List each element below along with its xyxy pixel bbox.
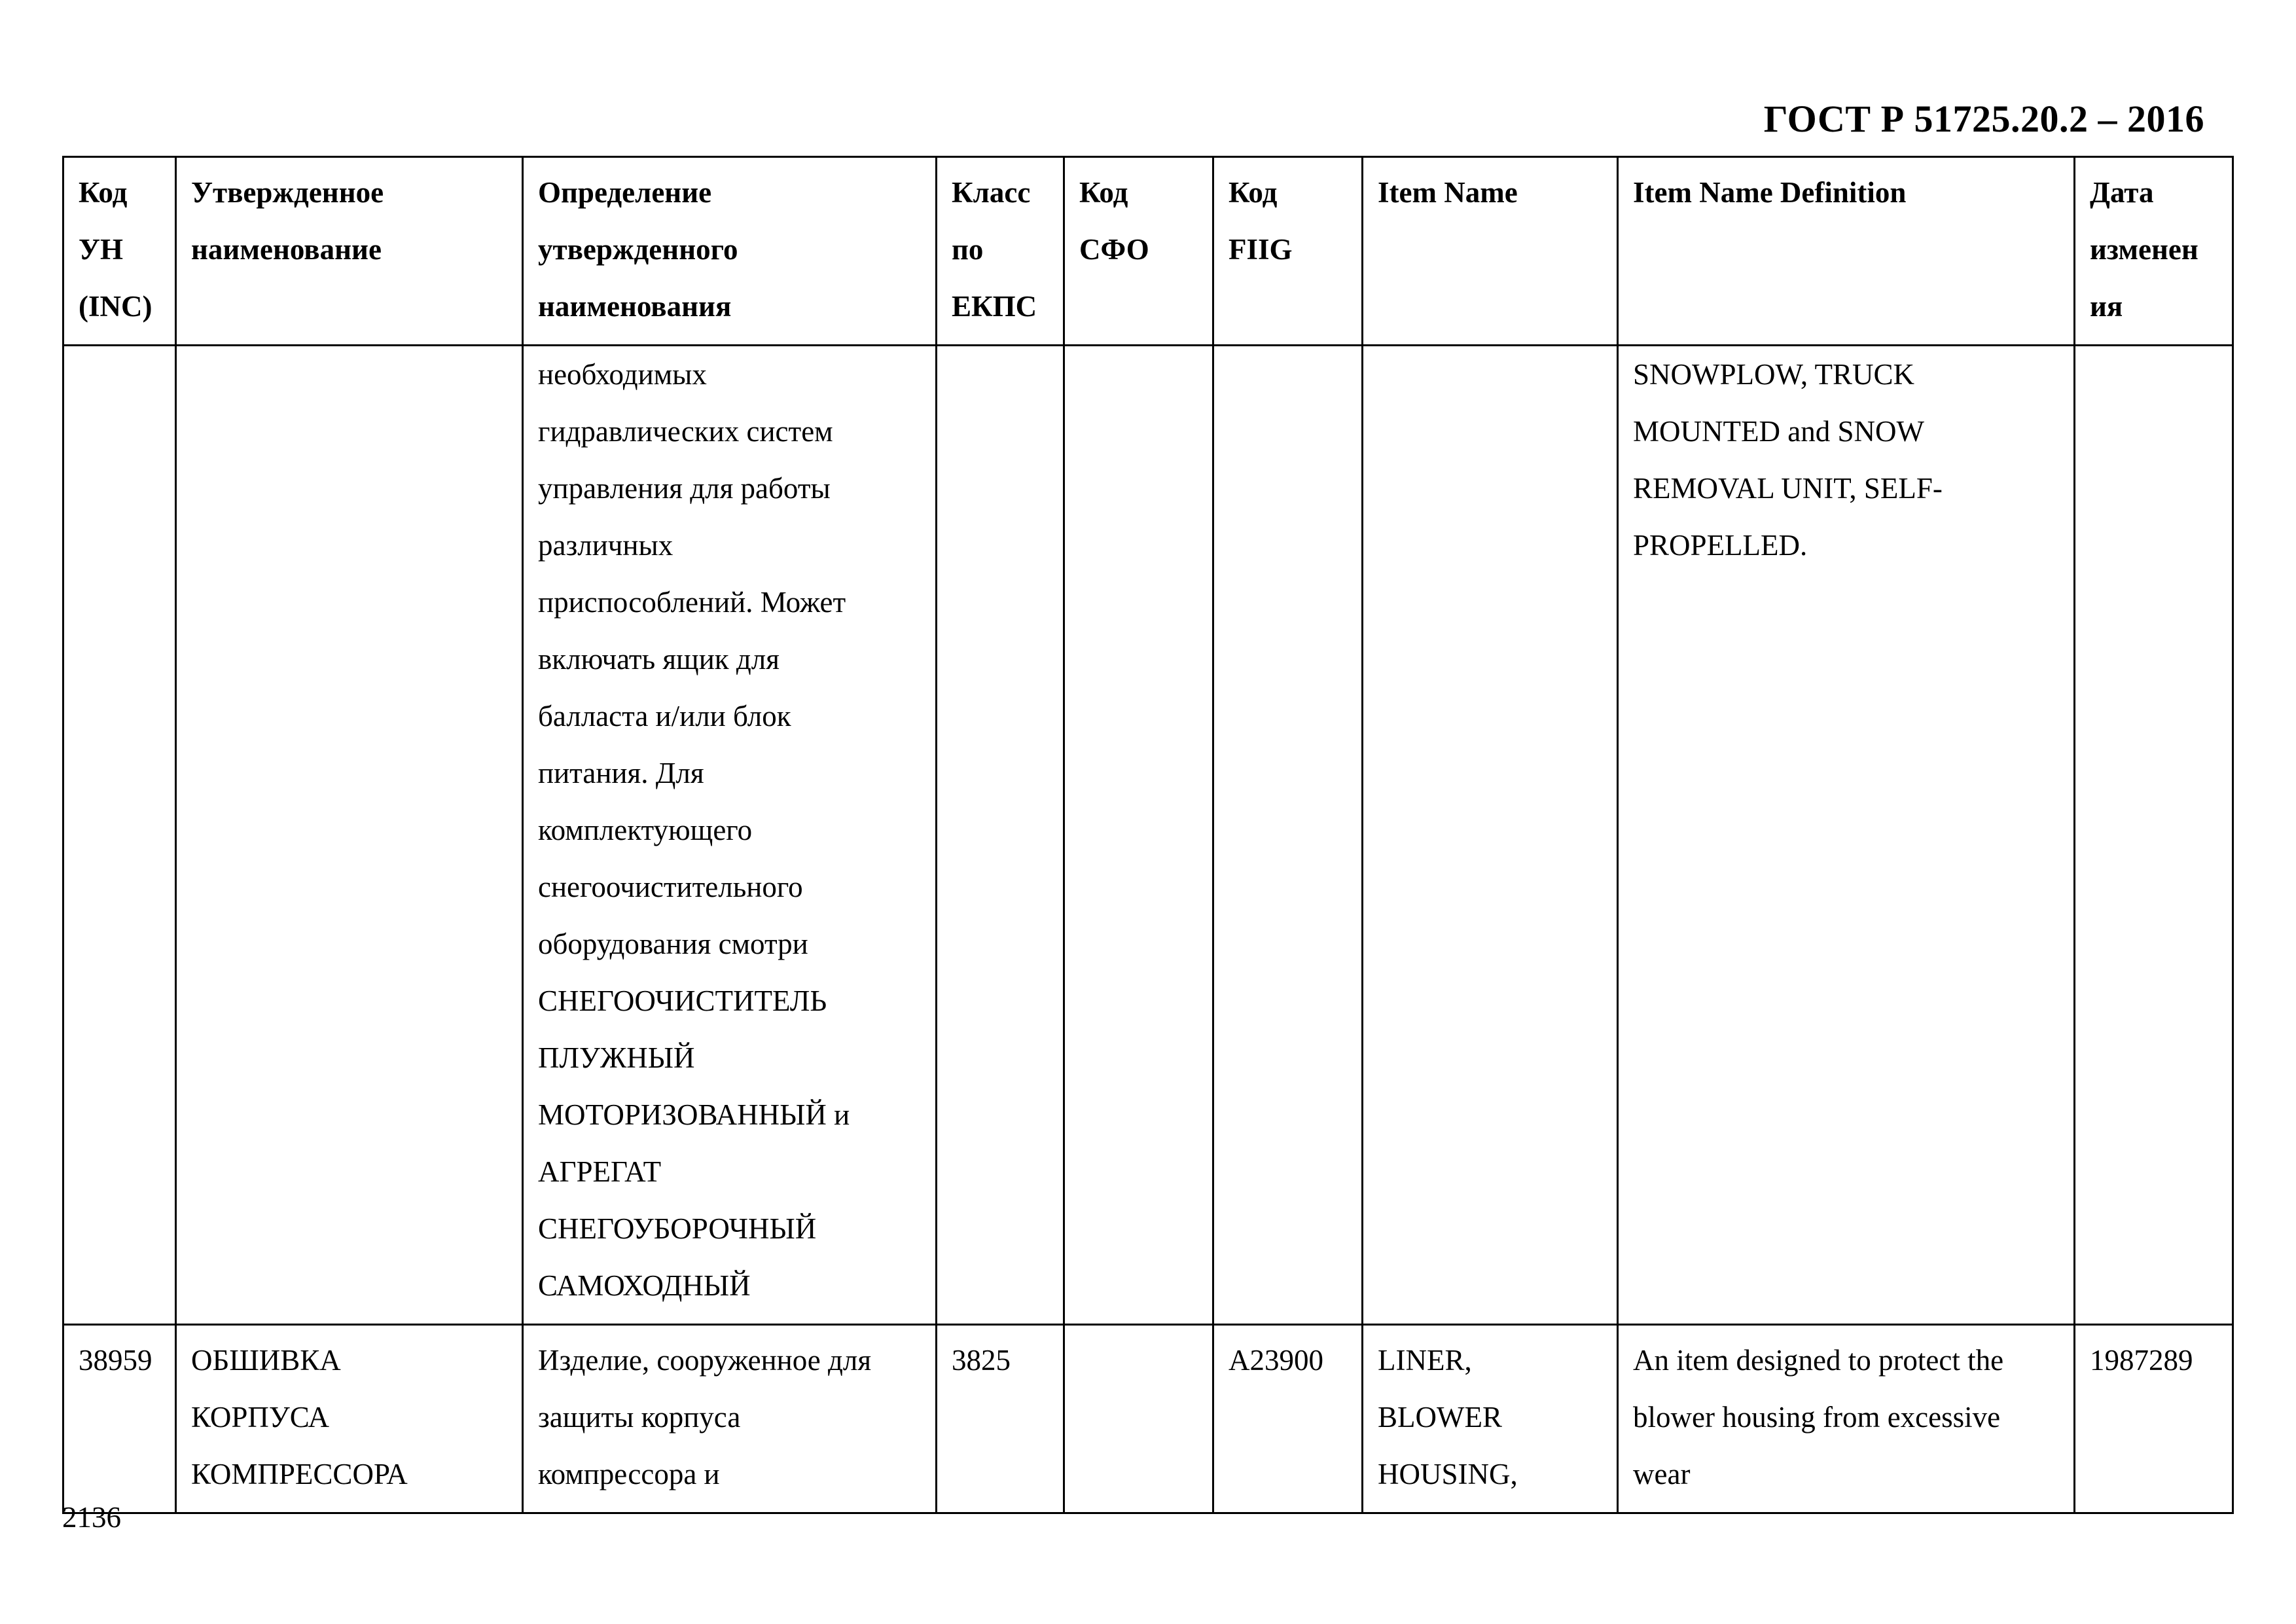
cell-fiig xyxy=(1213,346,1363,1325)
text-line: ОБШИВКА xyxy=(191,1344,341,1377)
header-definition-ru xyxy=(523,157,937,346)
text-line: HOUSING, xyxy=(1378,1458,1518,1490)
header-line: Код xyxy=(79,176,128,209)
text-line: снегоочистительного xyxy=(538,871,803,903)
text-line: балласта и/или блок xyxy=(538,700,791,732)
text-line: ПЛУЖНЫЙ xyxy=(538,1041,695,1074)
cell-approved-name xyxy=(176,346,523,1325)
cell-sfo xyxy=(1064,346,1213,1325)
text-line: SNOWPLOW, TRUCK xyxy=(1633,358,1915,391)
header-line: ЕКПС xyxy=(952,290,1037,323)
text-line: REMOVAL UNIT, SELF- xyxy=(1633,472,1943,505)
document-title: ГОСТ Р 51725.20.2 – 2016 xyxy=(1763,98,2204,140)
text-line: управления для работы xyxy=(538,472,831,505)
text-line: АГРЕГАТ xyxy=(538,1155,662,1188)
text-line: необходимых xyxy=(538,358,707,391)
cell-definition-ru xyxy=(523,1325,937,1513)
text-line: КОМПРЕССОРА xyxy=(191,1458,408,1490)
text-line: питания. Для xyxy=(538,757,704,789)
header-line: (INC) xyxy=(79,290,152,323)
text-line: BLOWER xyxy=(1378,1401,1502,1434)
text-line: wear xyxy=(1633,1458,1691,1490)
table-row xyxy=(63,1325,2233,1513)
text-line: blower housing from excessive xyxy=(1633,1401,2001,1434)
text-line: An item designed to protect the xyxy=(1633,1344,2004,1377)
text-line: гидравлических систем xyxy=(538,415,833,448)
header-line: Класс xyxy=(952,176,1031,209)
table-header-row xyxy=(63,157,2233,346)
header-line: FIIG xyxy=(1229,233,1293,266)
header-line: Код xyxy=(1079,176,1128,209)
cell-sfo xyxy=(1064,1325,1213,1513)
text-line: МОТОРИЗОВАННЫЙ и xyxy=(538,1098,850,1131)
cell-item-name-definition xyxy=(1618,1325,2075,1513)
header-change-date xyxy=(2075,157,2233,346)
header-line: изменен xyxy=(2090,233,2198,266)
text-line: приспособлений. Может xyxy=(538,586,846,619)
header-line: Item Name Definition xyxy=(1633,176,1907,209)
nomenclature-table xyxy=(62,156,2234,1514)
header-line: СФО xyxy=(1079,233,1149,266)
header-sfo xyxy=(1064,157,1213,346)
text-line: оборудования смотри xyxy=(538,928,808,960)
cell-change-date: 1987289 xyxy=(2075,1325,2233,1513)
cell-fiig: A23900 xyxy=(1213,1325,1363,1513)
text-line: СНЕГООЧИСТИТЕЛЬ xyxy=(538,984,827,1017)
text-line: КОРПУСА xyxy=(191,1401,330,1434)
cell-definition-ru xyxy=(523,346,937,1325)
header-inc xyxy=(63,157,176,346)
text-line: защиты корпуса xyxy=(538,1401,741,1434)
header-class xyxy=(937,157,1064,346)
header-line: утвержденного xyxy=(538,233,738,266)
header-line: Утвержденное xyxy=(191,176,384,209)
header-approved-name xyxy=(176,157,523,346)
header-item-name xyxy=(1363,157,1618,346)
text-line: включать ящик для xyxy=(538,643,780,676)
cell-inc: 38959 xyxy=(63,1325,176,1513)
cell-item-name xyxy=(1363,346,1618,1325)
header-line: Код xyxy=(1229,176,1278,209)
header-line: Item Name xyxy=(1378,176,1518,209)
header-line: наименование xyxy=(191,233,382,266)
text-line: САМОХОДНЫЙ xyxy=(538,1269,751,1302)
text-line: MOUNTED and SNOW xyxy=(1633,415,1924,448)
cell-item-name-definition xyxy=(1618,346,2075,1325)
text-line: PROPELLED. xyxy=(1633,529,1808,562)
page-number: 2136 xyxy=(62,1501,121,1534)
text-line: комплектующего xyxy=(538,814,753,846)
header-line: по xyxy=(952,233,984,266)
header-line: УН xyxy=(79,233,124,266)
header-line: ия xyxy=(2090,290,2123,323)
text-line: СНЕГОУБОРОЧНЫЙ xyxy=(538,1212,817,1245)
text-line: различных xyxy=(538,529,673,562)
text-line: компрессора и xyxy=(538,1458,720,1490)
cell-item-name xyxy=(1363,1325,1618,1513)
cell-class xyxy=(937,346,1064,1325)
header-line: Определение xyxy=(538,176,712,209)
header-item-name-definition xyxy=(1618,157,2075,346)
header-line: наименования xyxy=(538,290,732,323)
table-row xyxy=(63,346,2233,1325)
cell-inc xyxy=(63,346,176,1325)
header-fiig xyxy=(1213,157,1363,346)
cell-change-date xyxy=(2075,346,2233,1325)
header-line: Дата xyxy=(2090,176,2154,209)
text-line: Изделие, сооруженное для xyxy=(538,1344,872,1377)
cell-approved-name xyxy=(176,1325,523,1513)
cell-class: 3825 xyxy=(937,1325,1064,1513)
text-line: LINER, xyxy=(1378,1344,1472,1377)
